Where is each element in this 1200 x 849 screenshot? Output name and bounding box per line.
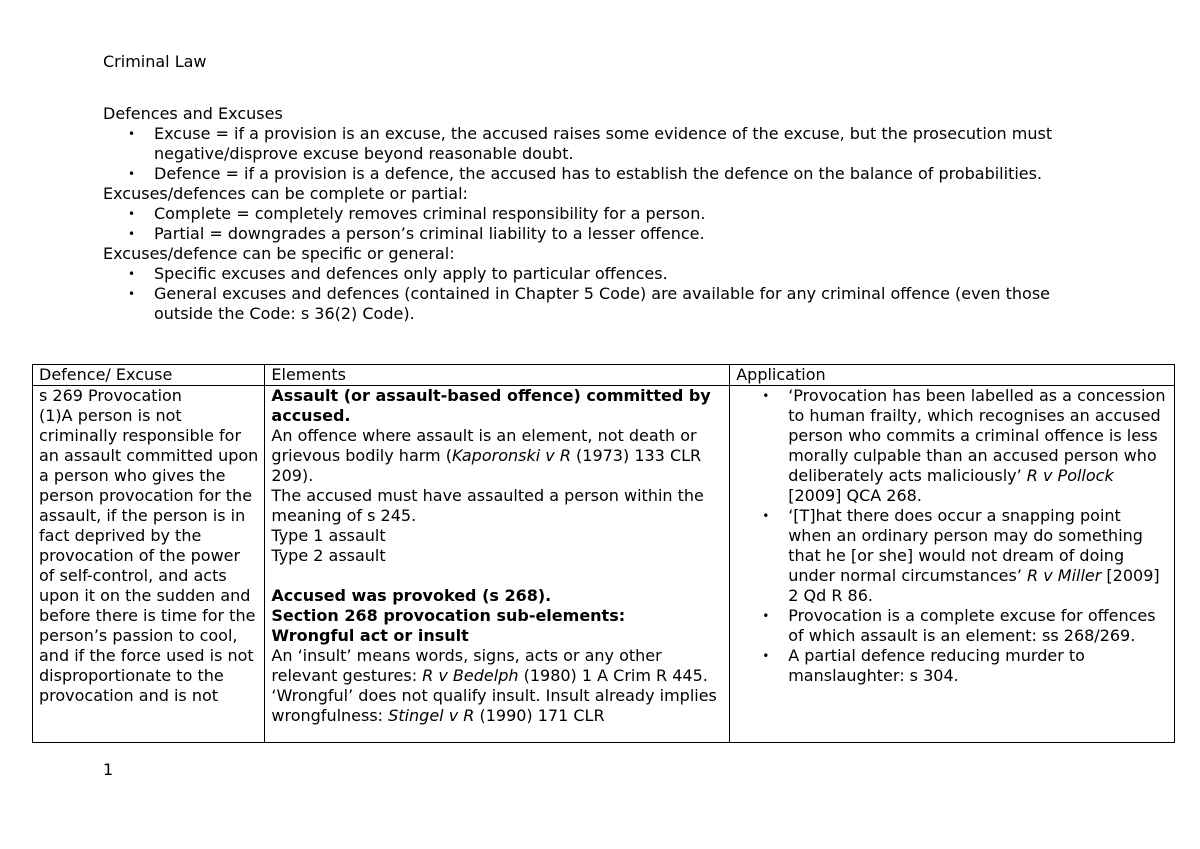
case-citation: R v Miller bbox=[1027, 566, 1102, 585]
table-header-row bbox=[33, 365, 1175, 386]
element-paragraph: ‘Wrongful’ does not qualify insult. Insult already implies wrongfulness: Stingel v R (1990) 171 CLR bbox=[271, 686, 717, 725]
list-item: • Partial = downgrades a person’s criminal liability to a lesser offence. bbox=[103, 224, 1103, 244]
case-citation: R v Bedelph bbox=[422, 666, 519, 685]
specific-general-list bbox=[103, 264, 1103, 324]
list-item: • ‘Provocation has been labelled as a concession to human frailty, which recognises an accused person who commits a criminal offence is less morally culpable than an accused person who deliberately acts maliciously’ R v Pollock [2009] QCA 268. bbox=[736, 386, 1168, 506]
element-heading: Wrongful act or insult bbox=[271, 626, 469, 645]
element-heading: Assault (or assault-based offence) committed by accused. bbox=[271, 386, 711, 425]
column-header-application: Application bbox=[730, 365, 1175, 386]
application-list bbox=[736, 386, 1168, 686]
list-item: • Provocation is a complete excuse for offences of which assault is an element: ss 268/269. bbox=[736, 606, 1168, 646]
list-item: • Specific excuses and defences only apply to particular offences. bbox=[103, 264, 1103, 284]
defence-cell bbox=[33, 386, 265, 743]
specific-general-heading: Excuses/defence can be specific or general: bbox=[103, 244, 455, 263]
complete-partial-list bbox=[103, 204, 1103, 244]
list-item: • ‘[T]hat there does occur a snapping point when an ordinary person may do something that he [or she] would not dream of doing under normal circumstances’ R v Miller [2009] 2 Qd R 86. bbox=[736, 506, 1168, 606]
element-heading: Section 268 provocation sub-elements: bbox=[271, 606, 626, 625]
page-header-title: Criminal Law bbox=[103, 52, 207, 71]
definition-list bbox=[103, 124, 1103, 184]
defences-table bbox=[32, 364, 1175, 743]
element-type2: Type 2 assault bbox=[271, 546, 386, 565]
element-heading: Accused was provoked (s 268). bbox=[271, 586, 552, 605]
case-citation: Stingel v R bbox=[388, 706, 475, 725]
element-type1: Type 1 assault bbox=[271, 526, 386, 545]
list-item: • Complete = completely removes criminal responsibility for a person. bbox=[103, 204, 1103, 224]
element-paragraph: An ‘insult’ means words, signs, acts or any other relevant gestures: R v Bedelph (1980) 1 A Crim R 445. bbox=[271, 646, 708, 685]
column-header-defence: Defence/ Excuse bbox=[33, 365, 265, 386]
list-item: • Defence = if a provision is a defence, the accused has to establish the defence on the balance of probabilities. bbox=[103, 164, 1103, 184]
element-paragraph: An offence where assault is an element, not death or grievous bodily harm (Kaporonski v R (1973) 133 CLR 209). bbox=[271, 426, 702, 485]
page-number: 1 bbox=[103, 760, 114, 779]
table-row bbox=[33, 386, 1175, 743]
section-heading: Defences and Excuses bbox=[103, 104, 283, 123]
element-paragraph: The accused must have assaulted a person within the meaning of s 245. bbox=[271, 486, 704, 525]
defence-text: (1)A person is not criminally responsible for an assault committed upon a person who gives the person provocation for the assault, if the person is in fact deprived by the provocation of the power of self-control, and acts upon it on the sudden and before there is time for the person’s passion to cool, and if the force used is not disproportionate to the provocation and is not bbox=[39, 406, 259, 705]
elements-cell bbox=[265, 386, 730, 743]
intro-section bbox=[103, 104, 1103, 324]
list-item: • A partial defence reducing murder to manslaughter: s 304. bbox=[736, 646, 1168, 686]
case-citation: Kaporonski v R bbox=[451, 446, 571, 465]
case-citation: R v Pollock bbox=[1026, 466, 1114, 485]
column-header-elements: Elements bbox=[265, 365, 730, 386]
complete-partial-heading: Excuses/defences can be complete or partial: bbox=[103, 184, 468, 203]
defence-title: s 269 Provocation bbox=[39, 386, 182, 405]
list-item: • Excuse = if a provision is an excuse, the accused raises some evidence of the excuse, but the prosecution must negative/disprove excuse beyond reasonable doubt. bbox=[103, 124, 1103, 164]
application-cell bbox=[730, 386, 1175, 743]
list-item: • General excuses and defences (contained in Chapter 5 Code) are available for any criminal offence (even those outside the Code: s 36(2) Code). bbox=[103, 284, 1103, 324]
